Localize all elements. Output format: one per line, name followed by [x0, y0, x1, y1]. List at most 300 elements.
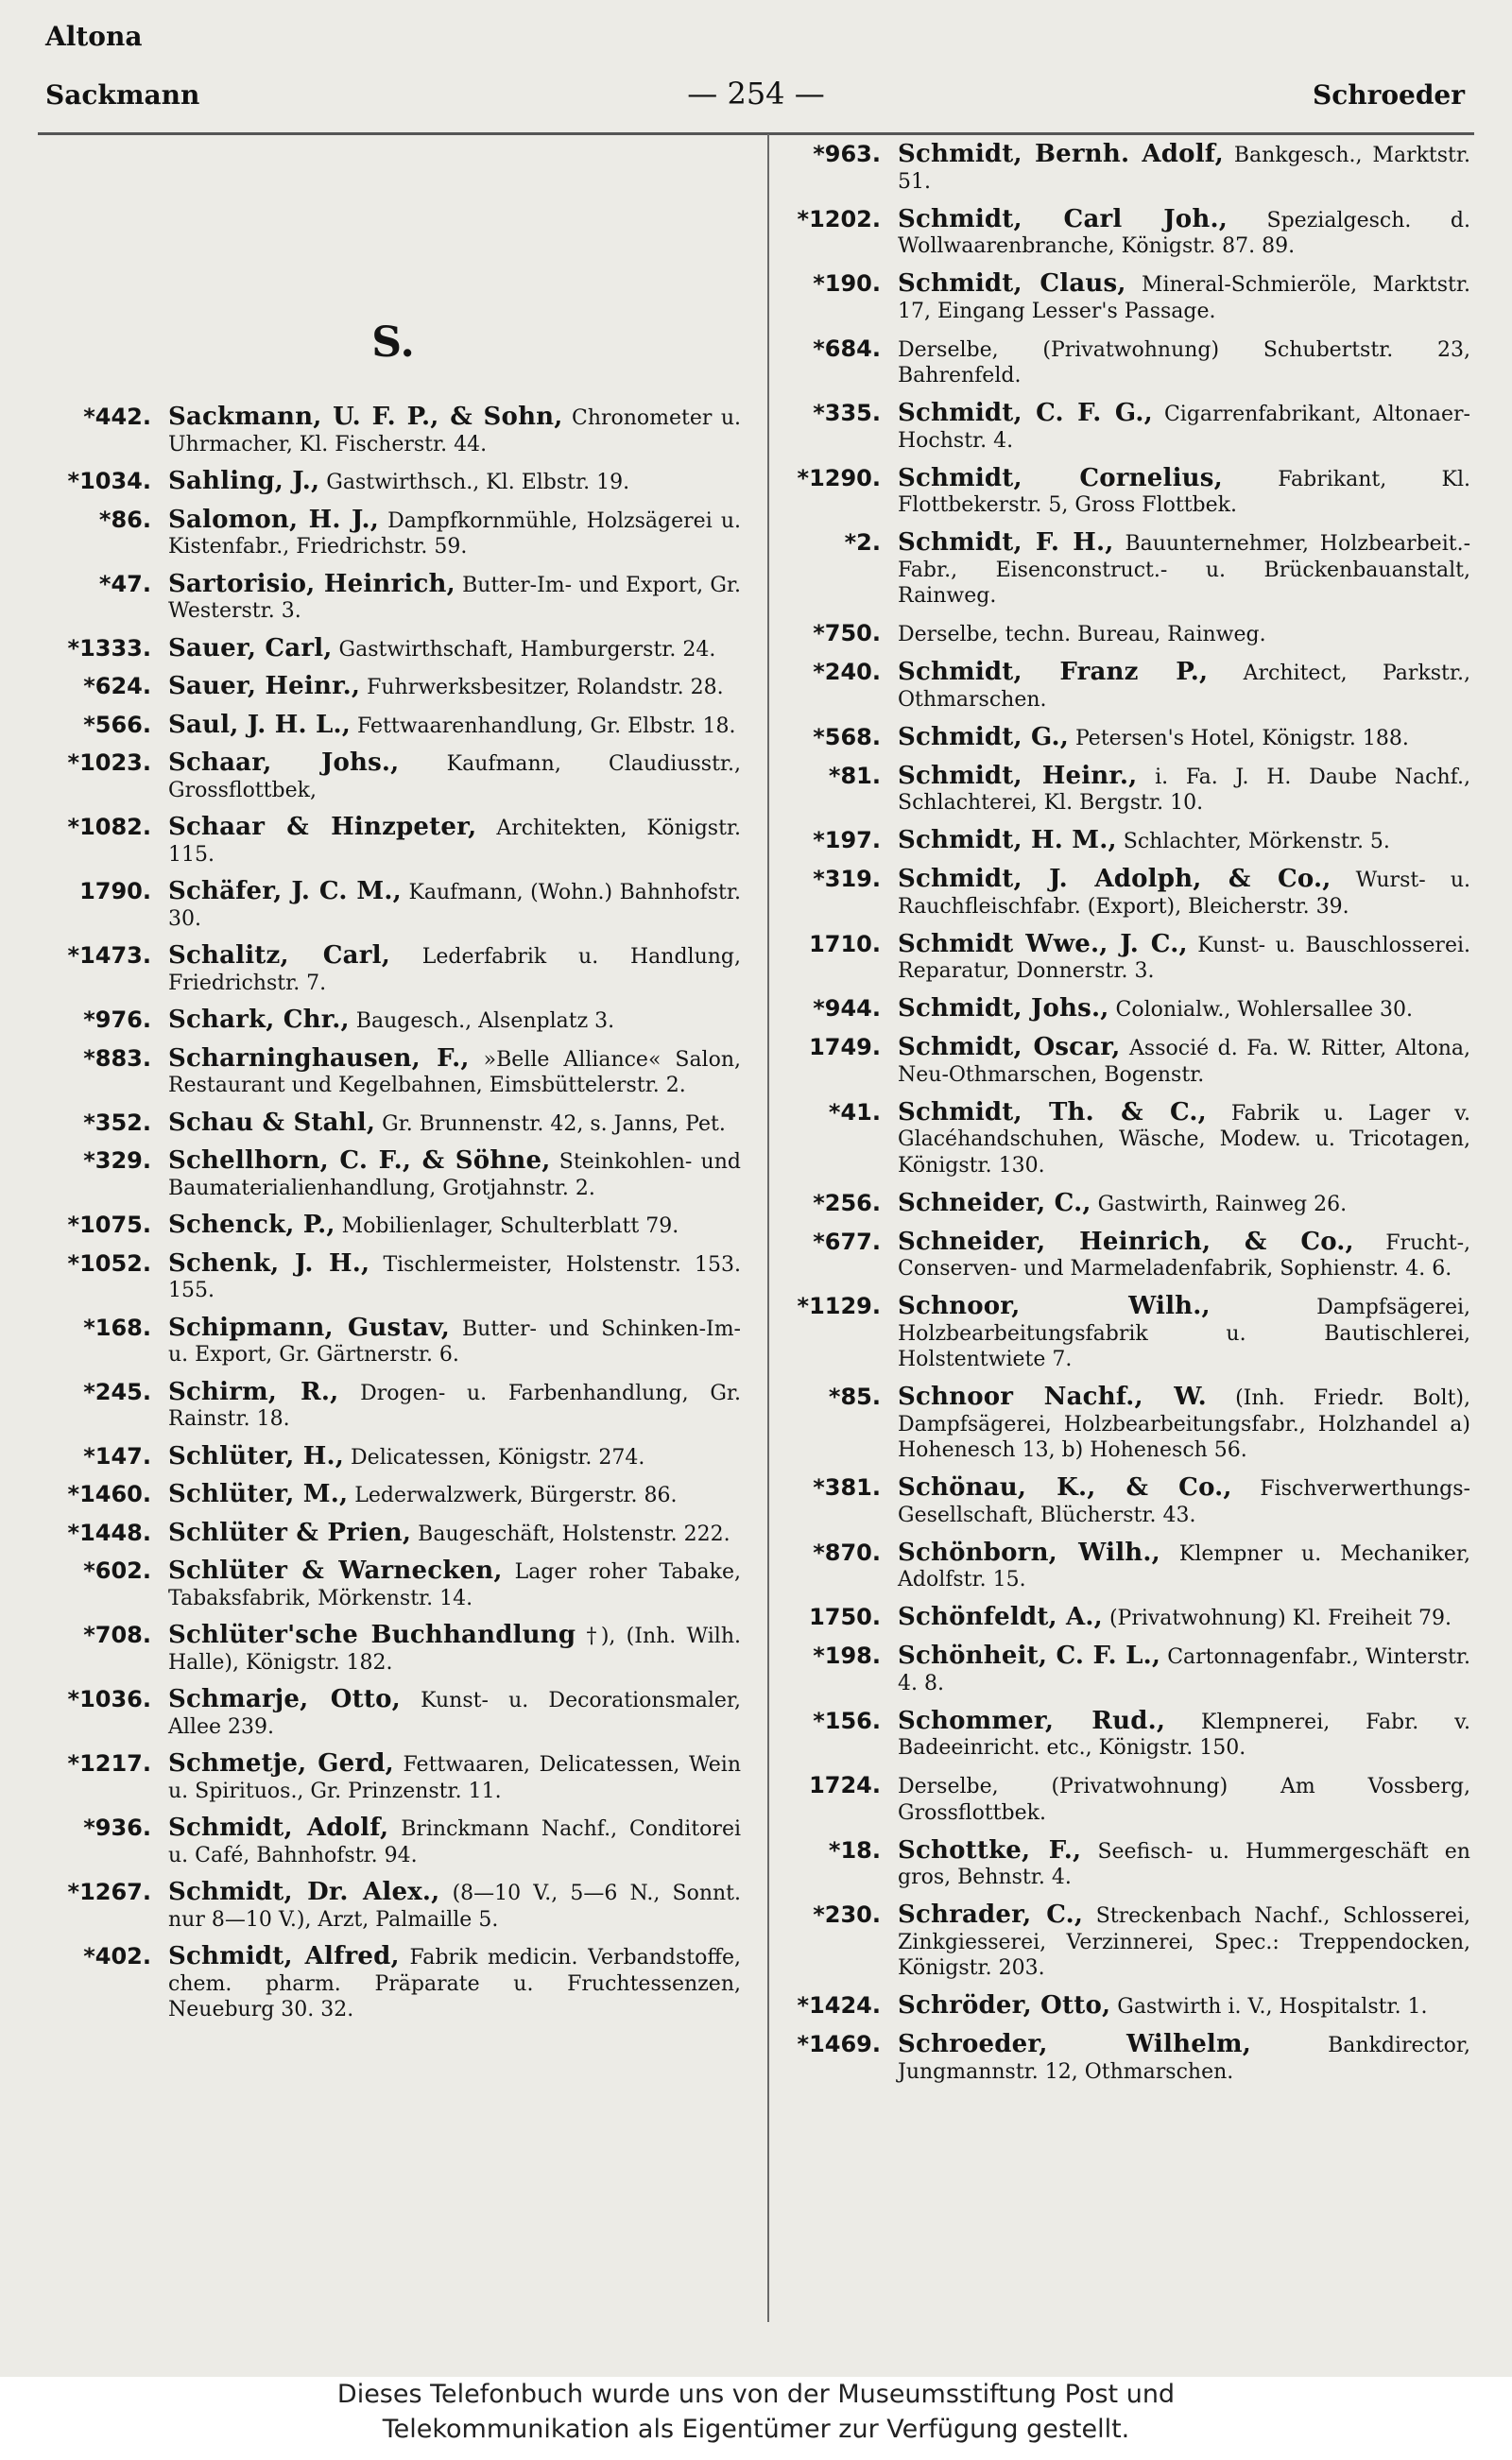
- subscriber-name: Schröder, Otto,: [898, 1991, 1111, 2020]
- directory-entry: [38, 1815, 748, 1868]
- directory-entry: [38, 1482, 748, 1509]
- entry-text: [898, 336, 1478, 389]
- directory-entry: [767, 271, 1478, 324]
- phone-number: *1469.: [797, 2031, 881, 2057]
- phone-number: *402.: [83, 1943, 151, 1970]
- subscriber-details: Lederwalzwerk, Bürgerstr. 86.: [354, 1484, 678, 1507]
- subscriber-name: Schönfeldt, A.,: [898, 1603, 1103, 1631]
- phone-number: *198.: [813, 1643, 881, 1669]
- entry-text: [168, 1248, 748, 1304]
- directory-entry: [767, 660, 1478, 713]
- subscriber-details: Associé d. Fa. W. Ritter, Altona, Neu-Othmarschen, Bogenstr.: [898, 1037, 1470, 1087]
- subscriber-name: Schenk, J. H.,: [168, 1248, 370, 1278]
- subscriber-name: Schmarje, Otto,: [168, 1685, 401, 1713]
- subscriber-details: Baugesch., Alsenplatz 3.: [355, 1009, 615, 1033]
- footer-notice: [0, 2377, 1512, 2460]
- entry-text: [898, 929, 1478, 985]
- phone-number: *624.: [83, 673, 151, 699]
- subscriber-details: Gr. Brunnenstr. 42, s. Janns, Pet.: [382, 1111, 726, 1136]
- subscriber-name: Schellhorn, C. F., & Söhne,: [168, 1146, 551, 1175]
- left-entry-list: [38, 404, 748, 2023]
- footer-line-1: Dieses Telefonbuch wurde uns von der Museumsstiftung Post und: [336, 2380, 1176, 2409]
- subscriber-details: Cigarrenfabrikant, Altonaer-Hochstr. 4.: [898, 403, 1470, 453]
- phone-number: *190.: [813, 270, 881, 297]
- phone-number: *81.: [828, 762, 881, 789]
- directory-entry: [38, 404, 748, 457]
- entry-text: [168, 1043, 748, 1099]
- phone-number: *602.: [83, 1557, 151, 1584]
- subscriber-name: Schnoor, Wilh.,: [898, 1292, 1211, 1320]
- subscriber-name: Schenck, P.,: [168, 1211, 335, 1239]
- directory-entry: [38, 1751, 748, 1804]
- directory-entry: [38, 569, 748, 625]
- subscriber-details: Dampfsägerei, Holzbearbeitungsfabrik u. Bautischlerei, Holstentwiete 7.: [898, 1296, 1470, 1371]
- subscriber-details: Gastwirthschaft, Hamburgerstr. 24.: [338, 637, 716, 662]
- running-head-city: Altona: [45, 21, 143, 52]
- phone-number: *1202.: [797, 205, 881, 232]
- entry-text: [898, 1993, 1478, 2021]
- phone-number: *1473.: [67, 942, 151, 969]
- entry-text: [898, 621, 1478, 648]
- subscriber-name: Schmidt, Johs.,: [898, 994, 1109, 1023]
- entry-text: [898, 142, 1478, 195]
- subscriber-details: Tischlermeister, Holstenstr. 153. 155.: [168, 1252, 741, 1302]
- subscriber-name: Schirm, R.,: [168, 1377, 339, 1406]
- entry-text: [168, 750, 748, 803]
- subscriber-details: Fabrik medicin. Verbandstoffe, chem. pharm. Präparate u. Fruchtessenzen, Neueburg 30. 32.: [168, 1946, 741, 2021]
- directory-entry: [767, 1475, 1478, 1528]
- subscriber-name: Schmidt, Heinr.,: [898, 761, 1138, 790]
- directory-entry: [38, 1110, 748, 1138]
- subscriber-details: Drogen- u. Farbenhandlung, Gr. Rainstr. 18.: [168, 1381, 741, 1431]
- subscriber-name: Schmidt, Dr. Alex.,: [168, 1878, 440, 1906]
- directory-entry: [767, 204, 1478, 260]
- subscriber-name: Schmidt, Alfred,: [168, 1942, 400, 1970]
- subscriber-details: Spezialgesch. d. Wollwaarenbranche, Königstr. 87. 89.: [898, 208, 1470, 258]
- phone-number: *1034.: [67, 468, 151, 494]
- phone-number: *1082.: [67, 814, 151, 840]
- directory-entry: [38, 1313, 748, 1368]
- subscriber-details: Chronometer u. Uhrmacher, Kl. Fischerstr. 44.: [168, 406, 742, 456]
- subscriber-details: Cartonnagenfabr., Winterstr. 4. 8.: [898, 1645, 1470, 1695]
- phone-number: *329.: [83, 1147, 151, 1174]
- subscriber-details: Dampfkornmühle, Holzsägerei u. Kistenfabr., Friedrichstr. 59.: [168, 508, 742, 559]
- entry-text: [168, 569, 748, 625]
- entry-text: [168, 943, 748, 996]
- phone-number: *1217.: [67, 1750, 151, 1777]
- subscriber-details: Kunst- u. Bauschlosserei. Reparatur, Donnerstr. 3.: [898, 933, 1470, 983]
- entry-text: [898, 463, 1478, 519]
- subscriber-details: Fuhrwerksbesitzer, Rolandstr. 28.: [367, 676, 724, 699]
- directory-entry: [38, 1007, 748, 1035]
- subscriber-details: Fettwaarenhandlung, Gr. Elbstr. 18.: [356, 714, 736, 738]
- entry-text: [168, 469, 748, 496]
- phone-number: *568.: [813, 723, 881, 750]
- entry-text: [168, 1558, 748, 1611]
- directory-entry: [767, 1227, 1478, 1282]
- subscriber-details: Baugeschäft, Holstenstr. 222.: [418, 1522, 730, 1546]
- subscriber-details: Colonialw., Wohlersallee 30.: [1115, 998, 1414, 1022]
- directory-entry: [767, 1902, 1478, 1982]
- subscriber-name: Scharninghausen, F.,: [168, 1043, 470, 1073]
- subscriber-name: Schark, Chr.,: [168, 1006, 350, 1034]
- subscriber-name: Schmidt, Cornelius,: [898, 463, 1223, 492]
- subscriber-name: Schottke, F.,: [898, 1835, 1082, 1865]
- subscriber-details: Bankdirector, Jungmannstr. 12, Othmarschen.: [898, 2034, 1471, 2084]
- entry-text: [898, 204, 1478, 260]
- phone-number: *85.: [828, 1384, 881, 1410]
- subscriber-name: Sackmann, U. F. P., & Sohn,: [168, 403, 563, 431]
- directory-entry: [38, 879, 748, 932]
- entry-text: [898, 1773, 1478, 1826]
- entry-text: [168, 1518, 748, 1548]
- subscriber-name: Schmidt, Th. & C.,: [898, 1097, 1207, 1127]
- phone-number: *18.: [828, 1836, 881, 1864]
- directory-entry: [767, 463, 1478, 519]
- directory-entry: [767, 530, 1478, 610]
- directory-entry: [767, 1605, 1478, 1632]
- phone-number: *2.: [844, 529, 881, 556]
- entry-text: [898, 1706, 1478, 1762]
- directory-entry: [767, 1643, 1478, 1696]
- phone-number: *944.: [813, 995, 881, 1022]
- directory-entry: [38, 1148, 748, 1201]
- subscriber-name: Schmidt, Franz P.,: [898, 658, 1209, 686]
- subscriber-details: Seefisch- u. Hummergeschäft en gros, Behnstr. 4.: [898, 1839, 1470, 1889]
- subscriber-name: Schipmann, Gustav,: [168, 1313, 451, 1342]
- subscriber-details: Derselbe, (Privatwohnung) Schubertstr. 23, Bahrenfeld.: [898, 337, 1470, 387]
- directory-entry: [38, 674, 748, 701]
- subscriber-details: Klempnerei, Fabr. v. Badeeinricht. etc., Königstr. 150.: [898, 1710, 1470, 1760]
- entry-text: [898, 1643, 1478, 1696]
- phone-number: *1075.: [67, 1212, 151, 1238]
- phone-number: *352.: [83, 1109, 151, 1136]
- directory-entry: [767, 1993, 1478, 2021]
- phone-number: *230.: [813, 1901, 881, 1928]
- subscriber-name: Saul, J. H. L.,: [168, 710, 351, 739]
- phone-number: *1023.: [67, 749, 151, 776]
- subscriber-name: Schmidt, Adolf,: [168, 1814, 389, 1842]
- subscriber-name: Schnoor Nachf., W.: [898, 1383, 1207, 1411]
- phone-number: *1036.: [67, 1686, 151, 1712]
- subscriber-details: Architect, Parkstr., Othmarschen.: [898, 662, 1470, 712]
- subscriber-details: Klempner u. Mechaniker, Adolfstr. 15.: [898, 1541, 1470, 1591]
- entry-text: [168, 1148, 748, 1201]
- entry-text: [898, 867, 1478, 920]
- subscriber-name: Sartorisio, Heinrich,: [168, 569, 455, 598]
- phone-number: 1710.: [809, 930, 881, 957]
- entry-text: [168, 404, 748, 457]
- subscriber-details: Mineral-Schmieröle, Marktstr. 17, Eingang Lesser's Passage.: [898, 273, 1470, 323]
- phone-number: *1333.: [67, 634, 151, 662]
- directory-entry: [38, 633, 748, 663]
- phone-number: *47.: [98, 570, 151, 597]
- subscriber-name: Schönheit, C. F. L.,: [898, 1642, 1161, 1670]
- entry-text: [898, 1902, 1478, 1982]
- directory-entry: [38, 1518, 748, 1548]
- directory-entry: [38, 1377, 748, 1433]
- subscriber-name: Schlüter'sche Buchhandlung: [168, 1621, 576, 1649]
- subscriber-details: Fabrikant, Kl. Flottbekerstr. 5, Gross Flottbek.: [898, 467, 1470, 517]
- subscriber-details: Gastwirth i. V., Hospitalstr. 1.: [1117, 1995, 1428, 2019]
- subscriber-details: (Privatwohnung) Kl. Freiheit 79.: [1108, 1607, 1452, 1630]
- subscriber-name: Salomon, H. J.,: [168, 505, 379, 534]
- directory-entry: [767, 722, 1478, 752]
- entry-text: [168, 1441, 748, 1471]
- subscriber-name: Schroeder, Wilhelm,: [898, 2030, 1251, 2058]
- subscriber-name: Sauer, Heinr.,: [168, 672, 361, 700]
- subscriber-details: Bauunternehmer, Holzbearbeit.-Fabr., Eisenconstruct.- u. Brückenbauanstalt, Rainweg.: [898, 532, 1470, 608]
- entry-text: [168, 1377, 748, 1433]
- directory-entry: [767, 1097, 1478, 1179]
- subscriber-name: Schmidt, H. M.,: [898, 826, 1117, 854]
- directory-entry: [38, 710, 748, 740]
- directory-entry: [38, 1213, 748, 1240]
- entry-text: [168, 1007, 748, 1035]
- entry-text: [168, 1751, 748, 1804]
- directory-entry: [38, 1248, 748, 1304]
- subscriber-name: Sauer, Carl,: [168, 633, 333, 662]
- phone-number: *1448.: [67, 1519, 151, 1546]
- phone-number: *335.: [813, 400, 881, 426]
- phone-number: *1424.: [797, 1992, 881, 2019]
- phone-number: *1052.: [67, 1249, 151, 1277]
- subscriber-name: Schrader, C.,: [898, 1901, 1084, 1929]
- directory-entry: [38, 1043, 748, 1099]
- entry-text: [898, 1540, 1478, 1593]
- directory-entry: [38, 1623, 748, 1676]
- entry-text: [168, 1213, 748, 1240]
- subscriber-details: Frucht-, Conserven- und Marmeladenfabrik, Sophienstr. 4. 6.: [898, 1230, 1471, 1281]
- directory-entry: [767, 1294, 1478, 1373]
- entry-text: [898, 1294, 1478, 1373]
- directory-entry: [767, 929, 1478, 985]
- subscriber-details: (Inh. Friedr. Bolt), Dampfsägerei, Holzbearbeitungsfabr., Holzhandel a) Hohenesch 13, b) Hohenesch 56.: [898, 1386, 1470, 1462]
- directory-entry: [767, 336, 1478, 389]
- subscriber-name: Schneider, Heinrich, & Co.,: [898, 1227, 1354, 1256]
- entry-text: [168, 674, 748, 701]
- subscriber-details: Derselbe, techn. Bureau, Rainweg.: [898, 623, 1266, 646]
- entry-text: [898, 530, 1478, 610]
- subscriber-details: Fettwaaren, Delicatessen, Wein u. Spirituos., Gr. Prinzenstr. 11.: [168, 1753, 741, 1803]
- directory-entry: [767, 1540, 1478, 1593]
- subscriber-name: Schmetje, Gerd,: [168, 1749, 394, 1778]
- directory-entry: [38, 815, 748, 868]
- entry-text: [168, 507, 748, 560]
- phone-number: 1790.: [79, 878, 151, 904]
- phone-number: *256.: [813, 1189, 881, 1216]
- directory-entry: [38, 1880, 748, 1933]
- directory-entry: [767, 621, 1478, 648]
- phone-number: *870.: [813, 1539, 881, 1566]
- subscriber-name: Schmidt, F. H.,: [898, 528, 1114, 557]
- entry-text: [898, 1835, 1478, 1891]
- subscriber-name: Schaar, Johs.,: [168, 748, 400, 777]
- directory-entry: [767, 1773, 1478, 1826]
- subscriber-name: Schlüter & Prien,: [168, 1518, 412, 1547]
- subscriber-name: Schmidt, J. Adolph, & Co.,: [898, 865, 1332, 893]
- subscriber-details: Streckenbach Nachf., Schlosserei, Zinkgiesserei, Verzinnerei, Spec.: Treppendocken, Königstr. 203.: [898, 1904, 1470, 1980]
- entry-text: [168, 1110, 748, 1138]
- subscriber-name: Schlüter, H.,: [168, 1441, 345, 1471]
- page-number: — 254 —: [687, 76, 825, 112]
- phone-number: *240.: [813, 659, 881, 685]
- directory-entry: [38, 469, 748, 496]
- subscriber-details: Lederfabrik u. Handlung, Friedrichstr. 7.: [168, 945, 741, 995]
- phone-number: *197.: [813, 827, 881, 853]
- entry-text: [898, 996, 1478, 1024]
- phone-number: *1129.: [797, 1293, 881, 1319]
- subscriber-details: Petersen's Hotel, Königstr. 188.: [1074, 726, 1409, 750]
- entry-text: [168, 1623, 748, 1676]
- right-column: [767, 142, 1478, 2097]
- subscriber-name: Schmidt Wwe., J. C.,: [898, 929, 1188, 958]
- right-entry-list: [767, 142, 1478, 2085]
- subscriber-details: Kaufmann, (Wohn.) Bahnhofstr. 30.: [168, 881, 741, 931]
- entry-text: [898, 271, 1478, 324]
- directory-entry: [38, 1441, 748, 1471]
- phone-number: *1267.: [67, 1879, 151, 1905]
- subscriber-details: Derselbe, (Privatwohnung) Am Vossberg, Grossflottbek.: [898, 1775, 1470, 1825]
- entry-text: [168, 1815, 748, 1868]
- phone-number: 1724.: [809, 1772, 881, 1798]
- phone-number: *708.: [83, 1622, 151, 1648]
- entry-text: [898, 1097, 1478, 1179]
- entry-text: [898, 660, 1478, 713]
- running-head-first-entry: Sackmann: [45, 79, 200, 111]
- entry-text: [168, 710, 748, 740]
- subscriber-name: Schmidt, Claus,: [898, 269, 1126, 298]
- directory-entry: [767, 828, 1478, 855]
- subscriber-details: Gastwirth, Rainweg 26.: [1097, 1192, 1348, 1216]
- subscriber-name: Schneider, C.,: [898, 1188, 1091, 1217]
- entry-text: [168, 815, 748, 868]
- left-column: [38, 142, 748, 2035]
- subscriber-details: Butter-Im- und Export, Gr. Westerstr. 3.: [168, 573, 741, 623]
- phone-number: *684.: [813, 335, 881, 362]
- subscriber-details: Kaufmann, Claudiusstr., Grossflottbek,: [168, 752, 741, 802]
- subscriber-details: i. Fa. J. H. Daube Nachf., Schlachterei, Kl. Bergstr. 10.: [898, 765, 1471, 815]
- subscriber-name: Schaar & Hinzpeter,: [168, 813, 477, 841]
- subscriber-name: Schmidt, Bernh. Adolf,: [898, 140, 1224, 168]
- subscriber-details: Brinckmann Nachf., Conditorei u. Café, Bahnhofstr. 94.: [168, 1817, 741, 1867]
- entry-text: [168, 879, 748, 932]
- subscriber-details: Delicatessen, Königstr. 274.: [351, 1445, 645, 1470]
- phone-number: *750.: [813, 620, 881, 646]
- subscriber-name: Schmidt, Oscar,: [898, 1033, 1121, 1061]
- entry-text: [898, 401, 1478, 454]
- phone-number: *883.: [83, 1044, 151, 1072]
- subscriber-details: Steinkohlen- und Baumaterialienhandlung, Grotjahnstr. 2.: [168, 1150, 741, 1200]
- entry-text: [898, 722, 1478, 752]
- directory-entry: [767, 867, 1478, 920]
- phone-number: 1750.: [809, 1604, 881, 1630]
- phone-number: 1749.: [809, 1034, 881, 1060]
- section-letter: S.: [371, 318, 415, 367]
- subscriber-name: Schlüter & Warnecken,: [168, 1557, 503, 1585]
- phone-number: *245.: [83, 1378, 151, 1405]
- phone-number: *86.: [98, 506, 151, 533]
- subscriber-details: Kunst- u. Decorationsmaler, Allee 239.: [168, 1689, 741, 1739]
- entry-text: [898, 2032, 1478, 2085]
- phone-number: *1290.: [797, 464, 881, 491]
- phone-number: *976.: [83, 1006, 151, 1033]
- directory-entry: [38, 1944, 748, 2023]
- subscriber-name: Schommer, Rud.,: [898, 1706, 1166, 1735]
- phone-number: *1460.: [67, 1481, 151, 1507]
- subscriber-name: Schmidt, G.,: [898, 722, 1069, 751]
- subscriber-details: Lager roher Tabake, Tabaksfabrik, Mörkenstr. 14.: [168, 1560, 741, 1610]
- phone-number: *442.: [83, 404, 151, 430]
- entry-text: [898, 1188, 1478, 1218]
- subscriber-name: Schalitz, Carl,: [168, 941, 390, 970]
- subscriber-details: Architekten, Königstr. 115.: [168, 817, 741, 867]
- entry-text: [168, 1687, 748, 1740]
- phone-number: *936.: [83, 1815, 151, 1841]
- entry-text: [898, 761, 1478, 817]
- directory-entry: [767, 761, 1478, 817]
- entry-text: [898, 1475, 1478, 1528]
- phone-number: *147.: [83, 1442, 151, 1470]
- header-rule: [38, 132, 1474, 135]
- directory-entry: [767, 401, 1478, 454]
- directory-entry: [38, 1687, 748, 1740]
- subscriber-details: †), (Inh. Wilh. Halle), Königstr. 182.: [168, 1625, 741, 1675]
- entry-text: [898, 1227, 1478, 1282]
- entry-text: [168, 1482, 748, 1509]
- phone-number: *319.: [813, 866, 881, 892]
- subscriber-details: Butter- und Schinken-Im- u. Export, Gr. Gärtnerstr. 6.: [168, 1316, 741, 1367]
- subscriber-name: Schlüter, M.,: [168, 1480, 349, 1508]
- footer-line-2: Telekommunikation als Eigentümer zur Verfügung gestellt.: [382, 2415, 1130, 2444]
- subscriber-details: (8—10 V., 5—6 N., Sonnt. nur 8—10 V.), Arzt, Palmaille 5.: [168, 1882, 741, 1932]
- directory-entry: [38, 943, 748, 996]
- directory-entry: [767, 1835, 1478, 1891]
- entry-text: [168, 1880, 748, 1933]
- entry-text: [898, 1035, 1478, 1088]
- subscriber-details: Gastwirthsch., Kl. Elbstr. 19.: [326, 471, 630, 494]
- subscriber-details: Schlachter, Mörkenstr. 5.: [1123, 830, 1390, 853]
- subscriber-name: Schmidt, C. F. G.,: [898, 399, 1153, 427]
- directory-entry: [767, 996, 1478, 1024]
- subscriber-name: Schmidt, Carl Joh.,: [898, 204, 1228, 233]
- subscriber-details: Bankgesch., Marktstr. 51.: [898, 144, 1470, 194]
- entry-text: [168, 633, 748, 663]
- directory-entry: [767, 142, 1478, 195]
- phone-number: *677.: [813, 1228, 881, 1255]
- directory-entry: [767, 1706, 1478, 1762]
- directory-entry: [767, 1385, 1478, 1464]
- directory-entry: [38, 750, 748, 803]
- phone-number: *41.: [828, 1098, 881, 1126]
- subscriber-details: Wurst- u. Rauchfleischfabr. (Export), Bleicherstr. 39.: [898, 869, 1470, 919]
- phone-number: *566.: [83, 711, 151, 738]
- phone-number: *381.: [813, 1474, 881, 1501]
- entry-text: [898, 828, 1478, 855]
- subscriber-details: Mobilienlager, Schulterblatt 79.: [341, 1214, 679, 1238]
- directory-entry: [767, 1035, 1478, 1088]
- subscriber-details: Fabrik u. Lager v. Glacéhandschuhen, Wäsche, Modew. u. Tricotagen, Königstr. 130.: [898, 1101, 1470, 1178]
- entry-text: [168, 1944, 748, 2023]
- entry-text: [168, 1313, 748, 1368]
- directory-entry: [38, 507, 748, 560]
- phone-number: *168.: [83, 1314, 151, 1341]
- subscriber-name: Schönborn, Wilh.,: [898, 1538, 1160, 1567]
- directory-entry: [767, 2032, 1478, 2085]
- subscriber-name: Schäfer, J. C. M.,: [168, 877, 402, 905]
- entry-text: [898, 1605, 1478, 1632]
- subscriber-name: Schönau, K., & Co.,: [898, 1473, 1232, 1502]
